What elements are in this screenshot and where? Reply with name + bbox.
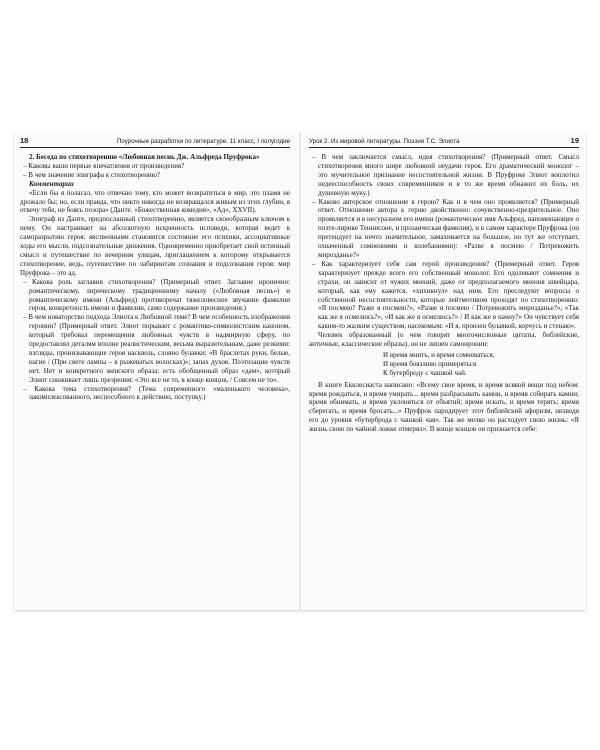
left-page-body [20, 153, 290, 402]
discussion-question: – Каковы ваши первые впечатления от произведения? [23, 161, 185, 170]
right-page-body [309, 153, 579, 434]
epigraph-quote: «Если бы я полагал, что отвечаю тому, кто может возвратиться в мир, это пламя не дрожало бы; но, если правда, что никто никогда не возвращался живым из этих глубин, я отвечу тебе, не боясь позора» (Данте. «Божественная комедия», «Ад», XXVII). [20, 188, 290, 215]
commentary-heading: Комментарии [29, 179, 74, 188]
book-spread [14, 132, 586, 610]
discussion-question: – В чем значение эпиграфа к стихотворению? [23, 170, 161, 179]
running-head-title: Урок 2. Из мировой литературы. Поэзия Т.С. Элиота [309, 138, 460, 145]
right-page [309, 136, 579, 434]
discussion-question: – В чем заключается смысл, идея стихотворения? (Примерный ответ. Смысл стихотворения много шире любовной неудачи героя. Его драматический монолог – это мучительное признание несостоятельной жизни. В Пруфроке Элиот воплотил недееспособность своих современников и в то же время обнажил их боль, их душевную муку.) [312, 153, 579, 197]
discussion-question: – Как характеризует себя сам герой произведения? (Примерный ответ. Героя характеризует прежде всего его собственный монолог. Его одолевают сомнения и страхи, он зависит от чужих мнений, даже от предполагаемого мнения швейцара, который, как ему кажется, «хихикнул» над ним. Его преследуют вопросы о собственной несостоятельности, которые лейтмотивом проходят по стихотворению: «Я посмею? Разве я посмею?», «Разве я посмею / Потревожить мирозданье?», «Так как же я осмелюсь?», «И как же я осмелюсь?» / И как же я начну?» Он чувствует себя каким-то жалким существом, насекомым: «И я, пронзен булавкой, корчусь и стенаю». [312, 259, 579, 331]
paragraph: Эпиграф из Данте, предпосланный стихотворению, является своеобразным ключом к нему. Он настраивает на абсолютную искренность исповеди, которая ведет к саморазрытию героя: явственными становятся состояние его психики, ассоциативные ходы его мысли, подсознательные движения. Одновременно приобретает свой истинный смысл и путешествие по вечерним улицам, приглашением к которому открывается стихотворение, ведь, путешествие по лабиринтам сознания и подсознания героя: мир Пруфрока – это ад. [20, 215, 290, 277]
page-number: 19 [570, 136, 579, 145]
left-running-head [20, 136, 290, 148]
right-running-head [309, 136, 579, 148]
section-heading: 2. Беседа по стихотворению «Любовная песнь Дж. Альфреда Пруфрока» [29, 153, 260, 161]
paragraph: Человек образованный (о чем говорят многочисленные цитаты, библейские, античные, классические образы), он не лишен самоиронии: [309, 331, 579, 349]
paragraph: В книге Екклесиаста написано: «Всему свое время, и время всякой вещи под небом: время рождаться, и время умирать... время разбрасывать камни, и время собирать камни; время обнимать, и время уклоняться от объятий; время искать, и время терять; время сберегать, и время бросать...» Пруфрок пародирует этот библейский афоризм, низводя его до уровня «бутерброда с чашкой чая». Так же мелко он расходует свою жизнь: «Я жизнь свою по чайной ложке отмерял». В конце концов он признается себе: [309, 380, 579, 434]
page-number: 18 [20, 136, 29, 145]
running-head-title: Поурочные разработки по литературе. 11 класс, I полугодие [116, 138, 290, 145]
discussion-question: – Какова роль заглавия стихотворения? (Примерный ответ. Заглавие иронично: романтическому, лирическому традиционному началу («Любовная песнь») и романтическому имени (Альфред) противоречат тяжеловесное звучание фамилии героя, конкретность имени и фамилии, само содержание произведения.) [23, 277, 290, 313]
book-spine [299, 132, 301, 610]
discussion-question: – Какова тема стихотворения? (Тема современного «маленького человека», закомплексованного, неспособного к действию, поступку.) [23, 384, 290, 402]
poem-line: И время боязливо примеряться [383, 359, 477, 368]
discussion-question: – В чем новаторство подхода Элиота к Любовной теме? В чем особенность изображения героини? (Примерный ответ. Элиот порывает с романтико-символистским каноном, который требовал перемещения любовных чувств в надмирную сферу, по предоставлял деталям вполне реалистическим, весьма выразительным, даже резкими: взгляды, пронизывающие героя насквозь, словно булавки; «В браслетах руки, белые, нагие / (При свете лампы – в рыжеватых волосках)»; запах духов. Поэтизации чувств нет. Нет и конкретного женского образа: есть обобщенный образ «дам», который Элиот сниживает лишь презрения: «Это все не то, в конце концов, / Совсем не то». [23, 313, 290, 384]
discussion-question: – Каково авторское отношение к герою? Как и в чем оно проявляется? (Примерный ответ. Отношение автора к герою двойственно: сочувственно-презрительное. Оно проявляется и в несуразном его имени (романтическое имя Альфред, напоминающее о поэте-лирике Теннисоне, и прозаическая фамилия), и в самом характере Пруфрока (он претендует на нечто значительное, замахивается на большое, но тут же отступает, охваченный сомнениями и колебаниями): «Разве я посмею / Потревожить мирозданье?» [312, 197, 579, 259]
poem-quote [309, 351, 579, 378]
poem-line: И время мнить, и время сомневаться, [383, 350, 495, 359]
poem-line: К бутерброду с чашкой чай. [383, 368, 467, 377]
left-page [20, 136, 290, 402]
